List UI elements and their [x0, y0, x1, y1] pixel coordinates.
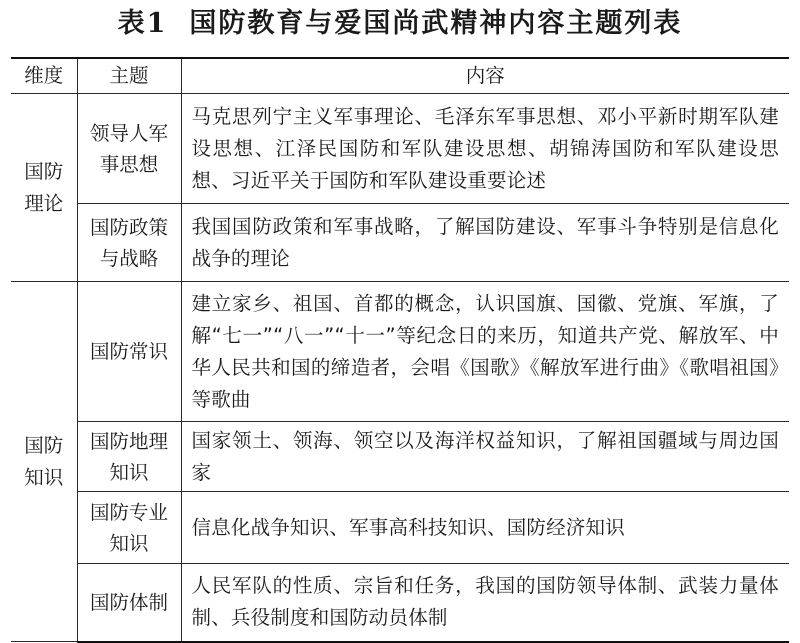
- topic-cell: 国防常识: [77, 282, 181, 422]
- dimension-cell: 国防知识: [11, 282, 77, 642]
- table-row: [11, 282, 789, 422]
- content-table: [11, 57, 789, 643]
- content-cell: 国家领土、领海、领空以及海洋权益知识，了解祖国疆域与周边国家: [181, 422, 789, 492]
- table-row: [11, 422, 789, 492]
- topic-cell: 国防专业知识: [77, 492, 181, 564]
- topic-cell: 国防政策与战略: [77, 204, 181, 282]
- header-topic: 主题: [77, 58, 181, 94]
- table-number: 表1: [117, 8, 168, 39]
- content-cell: 信息化战争知识、军事高科技知识、国防经济知识: [181, 492, 789, 564]
- topic-cell: 国防地理知识: [77, 422, 181, 492]
- table-caption: [0, 4, 800, 44]
- header-dimension: 维度: [11, 58, 77, 94]
- content-cell: 人民军队的性质、宗旨和任务，我国的国防领导体制、武装力量体制、兵役制度和国防动员体制: [181, 564, 789, 642]
- content-cell: 建立家乡、祖国、首都的概念，认识国旗、国徽、党旗、军旗，了解“七一”“八一”“十一”等纪念日的来历，知道共产党、解放军、中华人民共和国的缔造者，会唱《国歌》《解放军进行曲》《歌唱祖国》等歌曲: [181, 282, 789, 422]
- table-title: 国防教育与爱国尚武精神内容主题列表: [189, 8, 683, 39]
- table-row: [11, 94, 789, 204]
- content-cell: 马克思列宁主义军事理论、毛泽东军事思想、邓小平新时期军队建设思想、江泽民国防和军队建设思想、胡锦涛国防和军队建设思想、习近平关于国防和军队建设重要论述: [181, 94, 789, 204]
- topic-cell: 领导人军事思想: [77, 94, 181, 204]
- dimension-cell: 国防理论: [11, 94, 77, 282]
- header-row: [11, 58, 789, 94]
- topic-cell: 国防体制: [77, 564, 181, 642]
- table-row: [11, 492, 789, 564]
- table-row: [11, 564, 789, 642]
- header-content: 内容: [181, 58, 789, 94]
- table-row: [11, 204, 789, 282]
- content-cell: 我国国防政策和军事战略，了解国防建设、军事斗争特别是信息化战争的理论: [181, 204, 789, 282]
